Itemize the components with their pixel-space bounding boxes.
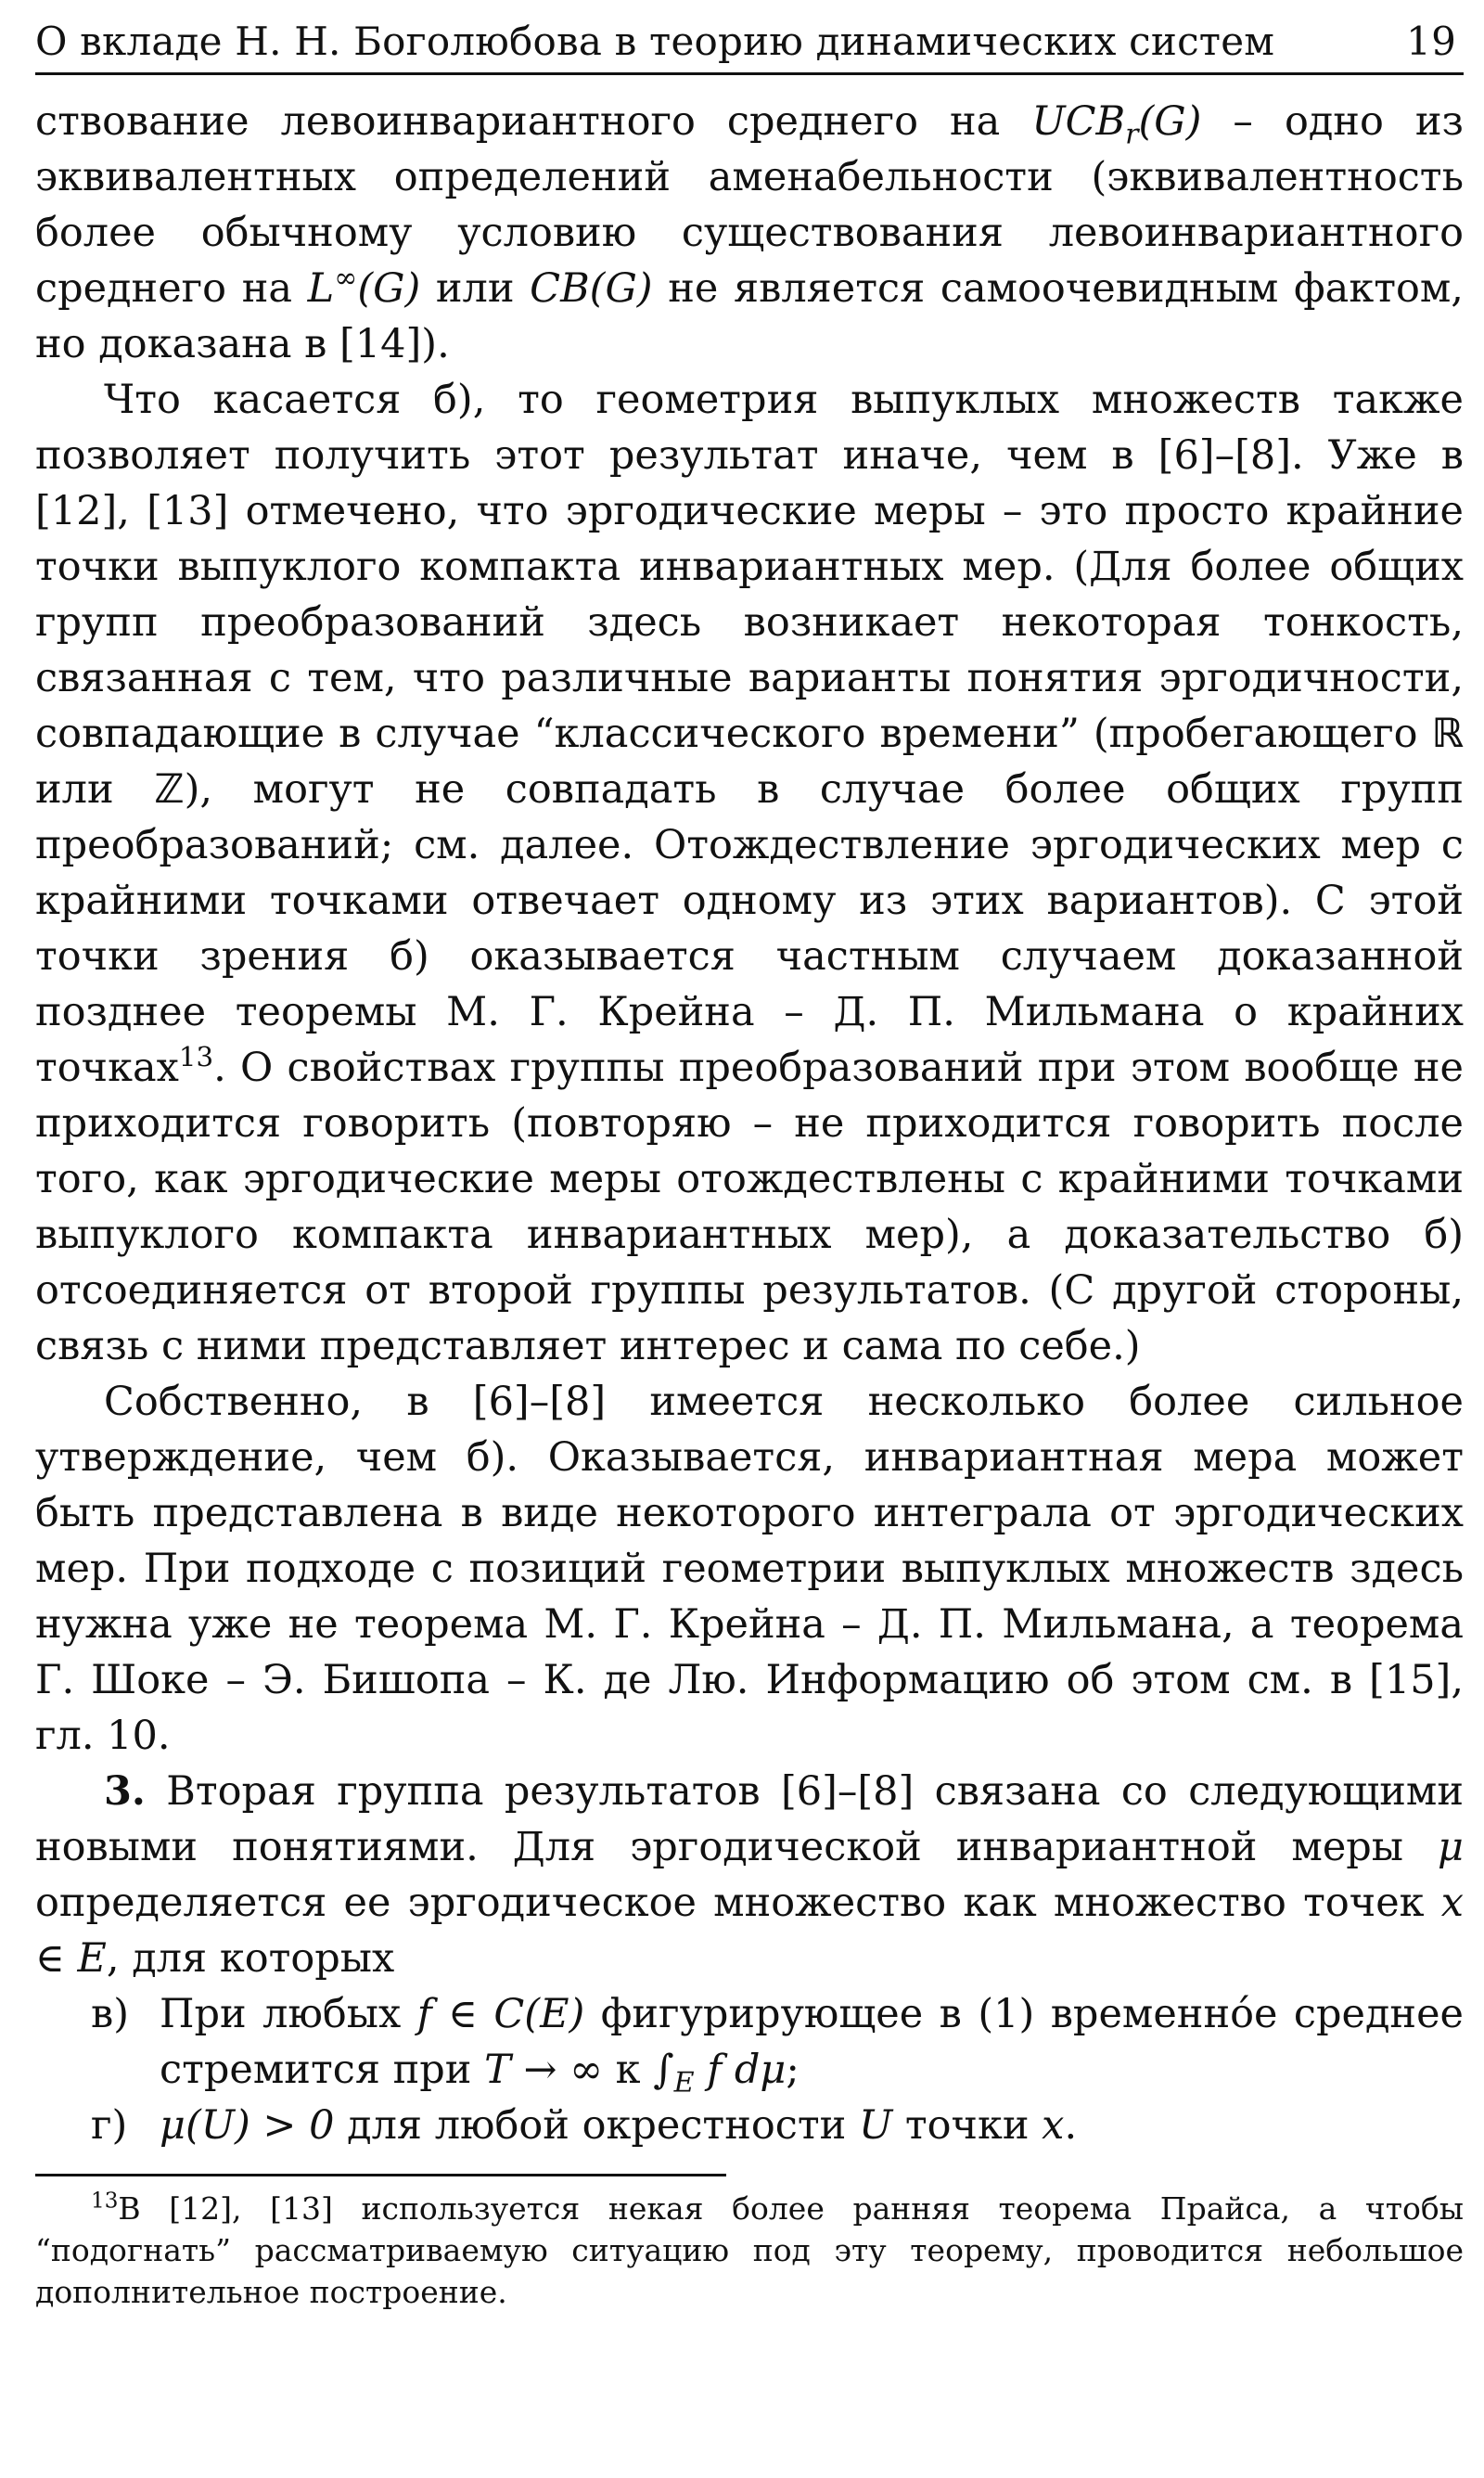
- p1-text-2: – одно из эквивалентных определений аменабельности (эквивалентность более обычному условию существования левоинвариантного среднего на: [35, 98, 1464, 312]
- p4-text-2: определяется ее эргодическое множество как множество точек: [35, 1880, 1441, 1926]
- math-integral: $\int_E$ f dμ: [653, 2047, 787, 2099]
- math-cb-g: CB(G): [530, 265, 653, 312]
- math-linf-g: L∞(G): [307, 262, 421, 312]
- p4-text-3: , для которых: [106, 1935, 395, 1982]
- p2-text-2: или: [35, 766, 155, 813]
- body-text: [35, 94, 1464, 2153]
- paragraph-3: [35, 1374, 1464, 1764]
- condition-list: [35, 1986, 1464, 2153]
- p3-text-1: Собственно, в [6]–[8] имеется несколько более сильное утверждение, чем б). Оказывается, инвариантная мера может быть представлена в виде некоторого интеграла от эргодических мер. При подходе с позиций геометрии выпуклых множеств здесь нужна уже не теорема М. Г. Крейна – Д. П. Мильмана, а теорема Г. Шоке – Э. Бишопа – К. де Лю. Информацию об этом см. в [15], гл. 10.: [35, 1379, 1464, 1759]
- math-x: x: [1042, 2102, 1065, 2149]
- footnote-reference[interactable]: 13: [178, 1040, 214, 1072]
- math-mu: μ: [1438, 1824, 1464, 1870]
- running-title: О вкладе Н. Н. Боголюбова в теорию динамических систем: [35, 19, 1275, 64]
- math-bb-r: ℝ: [1431, 711, 1464, 757]
- p4-text-1: Вторая группа результатов [6]–[8] связана со следующими новыми понятиями. Для эргодической инвариантной меры: [35, 1768, 1464, 1870]
- p2-text-4: . О свойствах группы преобразований при этом вообще не приходится говорить (повторяю – не приходится говорить после того, как эргодические меры отождествлены с крайними точками выпуклого компакта инвариантных мер), а доказательство б) отсоединяется от второй группы результатов. (С другой стороны, связь с ними представляет интерес и сама по себе.): [35, 1045, 1464, 1369]
- p2-text-3: ), могут не совпадать в случае более общих групп преобразований; см. далее. Отождествление эргодических мер с крайними точками отвечает одному из этих вариантов). С этой точки зрения б) оказывается частным случаем доказанной позднее теоремы М. Г. Крейна – Д. П. Мильмана о крайних точках: [35, 766, 1464, 1091]
- running-head: [35, 17, 1464, 75]
- math-bb-z: ℤ: [154, 766, 185, 813]
- list-item-v: в) При любых f ∈ C(E) фигурирующее в (1) временно́е среднее стремится при T → ∞ к $\int_E$ f dμ;: [35, 1986, 1464, 2098]
- p2-text-1: Что касается б), то геометрия выпуклых множеств также позволяет получить этот результат иначе, чем в [6]–[8]. Уже в [12], [13] отмечено, что эргодические меры – это просто крайние точки выпуклого компакта инвариантных мер. (Для более общих групп преобразований здесь возникает некоторая тонкость, связанная с тем, что различные варианты понятия эргодичности, совпадающие в случае “классического времени” (пробегающего: [35, 377, 1464, 757]
- paragraph-2: [35, 372, 1464, 1374]
- math-ucbr-g: $UCB_r(G)$: [1031, 98, 1202, 151]
- footnote-text: В [12], [13] используется некая более ранняя теорема Прайса, а чтобы “подогнать” рассматриваемую ситуацию под эту теорему, проводится небольшое дополнительное построение.: [35, 2190, 1464, 2310]
- paragraph-1: [35, 94, 1464, 372]
- page-number: 19: [1406, 19, 1456, 64]
- p1-text-1: ствование левоинвариантного среднего на: [35, 98, 1032, 145]
- list-marker: г): [91, 2102, 128, 2149]
- section-number: 3.: [104, 1768, 146, 1815]
- math-mu-u-positive: μ(U) > 0: [160, 2102, 335, 2149]
- p1-text-4: не является самоочевидным фактом, но доказана в [14]).: [35, 265, 1464, 367]
- footnote-mark: 13: [91, 2189, 119, 2214]
- math-f-in-ce: f ∈ C(E): [416, 1991, 585, 2037]
- footnote-divider: [35, 2174, 726, 2176]
- math-t-to-inf: T → ∞: [484, 2047, 604, 2093]
- math-u: U: [858, 2102, 893, 2149]
- list-item-g: г) μ(U) > 0 для любой окрестности U точки x.: [35, 2098, 1464, 2153]
- list-marker: в): [91, 1991, 129, 2037]
- paragraph-4: [35, 1764, 1464, 1986]
- math-x-in-e: x ∈ E: [35, 1880, 1464, 1982]
- p1-text-3: или: [420, 265, 531, 312]
- footnote-13: [35, 2188, 1464, 2313]
- page: [35, 17, 1464, 2313]
